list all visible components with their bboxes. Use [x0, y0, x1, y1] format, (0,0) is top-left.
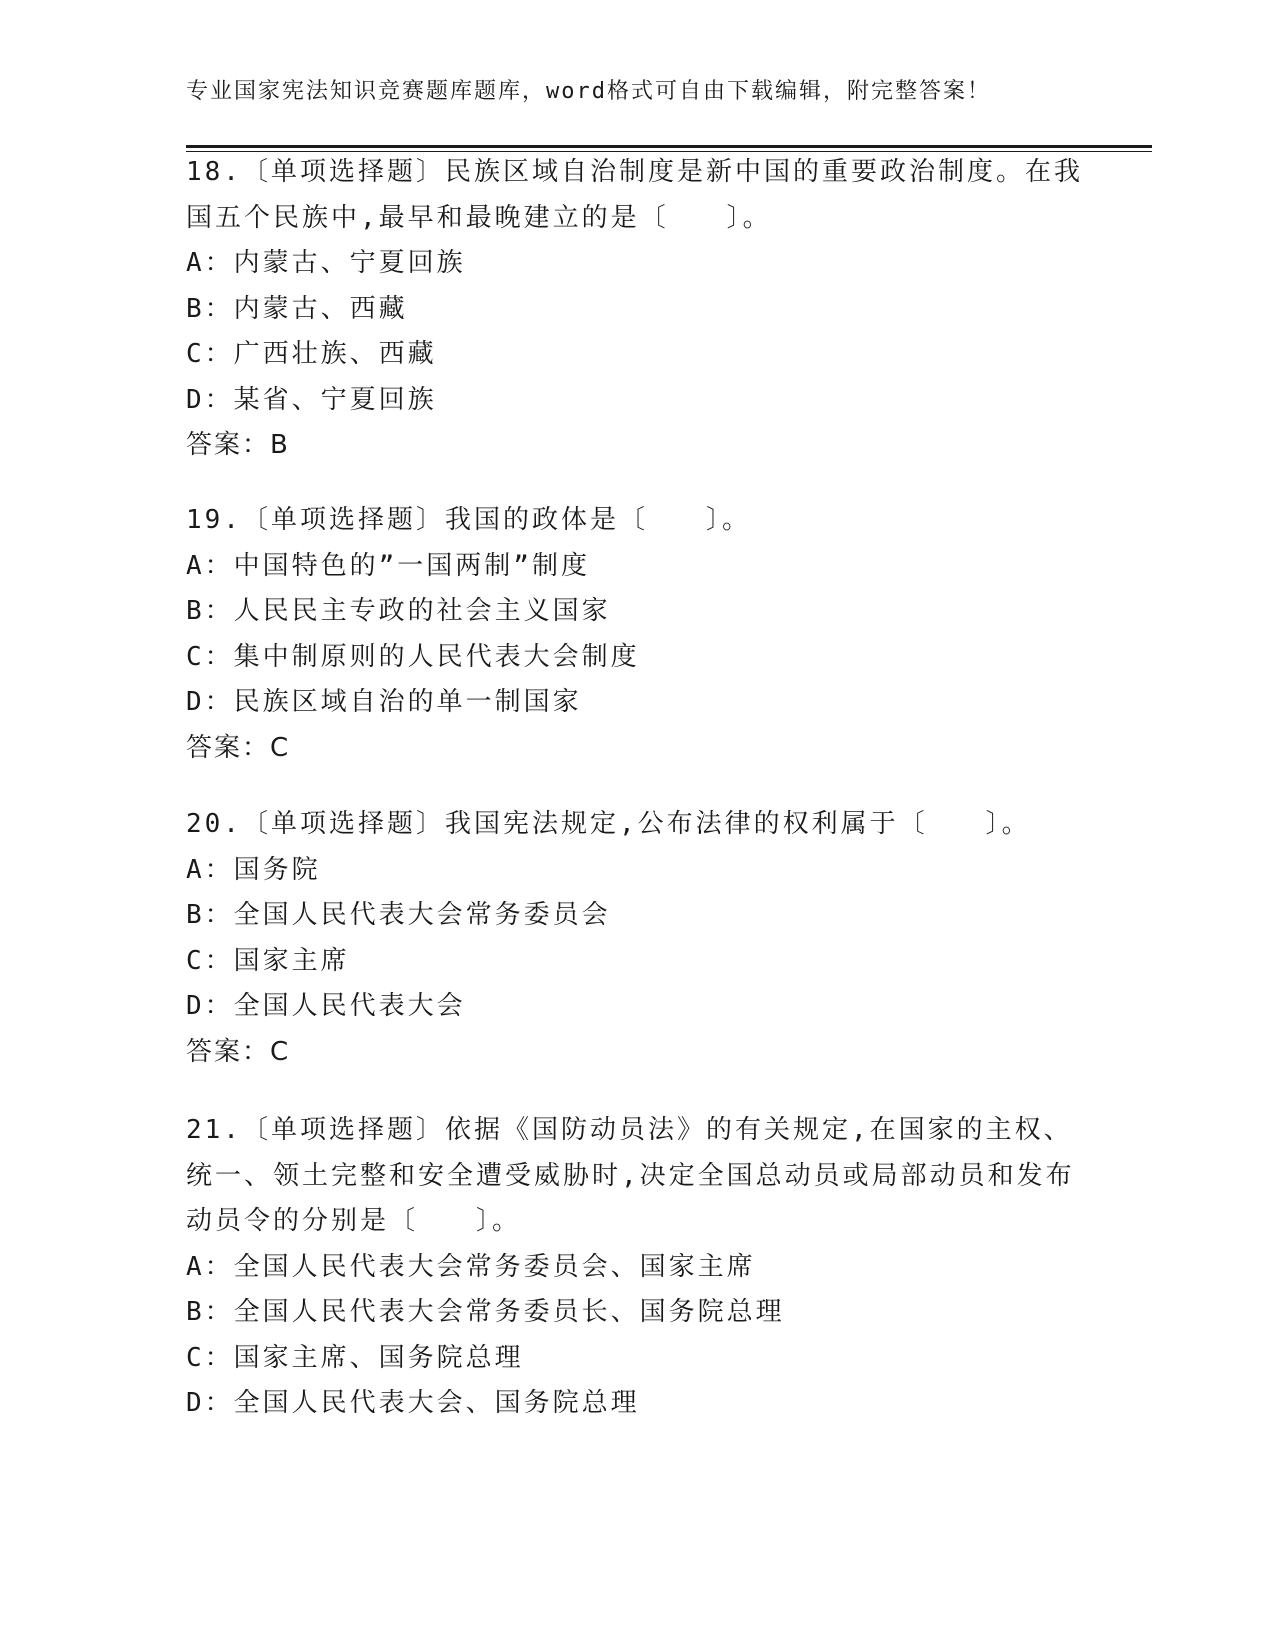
option-b: B：内蒙古、西藏	[186, 293, 408, 324]
header-rule-thick	[186, 145, 1152, 148]
option-d: D：某省、宁夏回族	[186, 384, 437, 415]
option-b: B：全国人民代表大会常务委员长、国务院总理	[186, 1297, 785, 1327]
question-stem-line: 18.〔单项选择题〕民族区域自治制度是新中国的重要政治制度。在我	[186, 157, 1083, 187]
option-c: C：广西壮族、西藏	[186, 339, 437, 369]
question-20	[186, 802, 1086, 1075]
option-d: D：全国人民代表大会、国务院总理	[186, 1388, 640, 1418]
answer: 答案：B	[186, 430, 290, 460]
option-d: D：全国人民代表大会	[186, 991, 466, 1021]
option-c: C：国家主席、国务院总理	[186, 1342, 524, 1373]
option-c: C：国家主席	[186, 945, 350, 976]
question-19	[186, 498, 1086, 771]
option-a: A：国务院	[186, 854, 321, 885]
question-stem-line: 19.〔单项选择题〕我国的政体是〔 〕。	[186, 505, 751, 535]
answer: 答案：C	[186, 1036, 291, 1067]
question-21	[186, 1108, 1086, 1427]
question-stem-line: 统一、领土完整和安全遭受威胁时,决定全国总动员或局部动员和发布	[186, 1160, 1075, 1191]
question-stem-line: 21.〔单项选择题〕依据《国防动员法》的有关规定,在国家的主权、	[186, 1115, 1073, 1145]
question-stem-line: 20.〔单项选择题〕我国宪法规定,公布法律的权利属于〔 〕。	[186, 809, 1031, 839]
question-18	[186, 150, 1086, 469]
option-a: A：内蒙古、宁夏回族	[186, 248, 466, 278]
option-b: B：人民民主专政的社会主义国家	[186, 596, 611, 626]
question-stem-line: 国五个民族中,最早和最晚建立的是〔 〕。	[186, 202, 772, 233]
question-stem-line: 动员令的分别是〔 〕。	[186, 1206, 522, 1236]
option-d: D：民族区域自治的单一制国家	[186, 687, 582, 717]
answer: 答案：C	[186, 732, 291, 763]
option-a: A：全国人民代表大会常务委员会、国家主席	[186, 1251, 756, 1282]
page-header: 专业国家宪法知识竞赛题库题库，word格式可自由下载编辑，附完整答案！	[186, 79, 991, 104]
option-c: C：集中制原则的人民代表大会制度	[186, 641, 640, 672]
option-a: A：中国特色的”一国两制”制度	[186, 550, 590, 581]
option-b: B：全国人民代表大会常务委员会	[186, 900, 611, 930]
